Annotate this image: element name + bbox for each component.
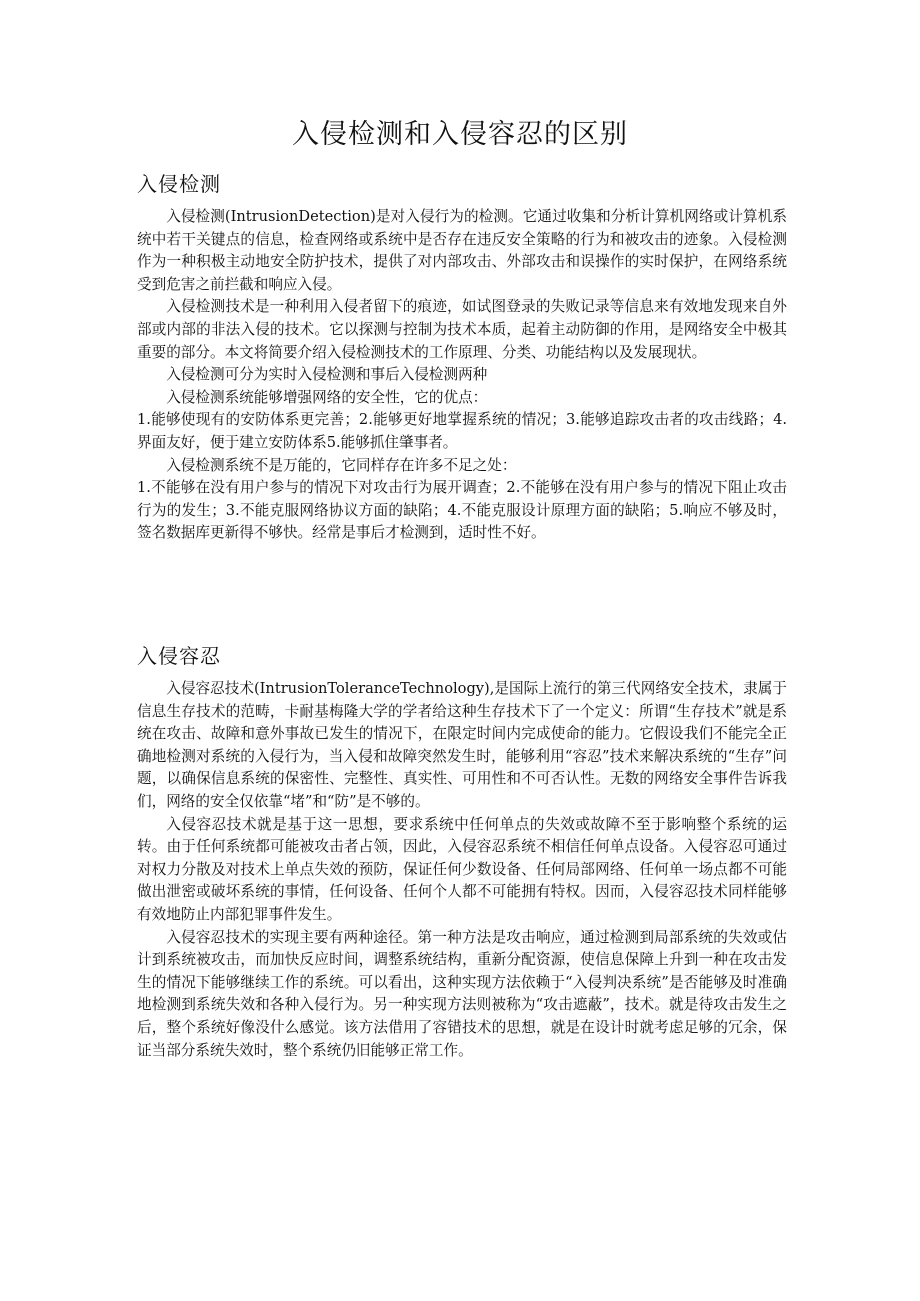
document-title: 入侵检测和入侵容忍的区别 <box>292 119 628 150</box>
paragraph: 入侵容忍技术就是基于这一思想，要求系统中任何单点的失效或故障不至于影响整个系统的运转。由于任何系统都可能被攻击者占领，因此，入侵容忍系统不相信任何单点设备。入侵容忍可通过对权力分散及对技术上单点失效的预防，保证任何少数设备、任何局部网络、任何单一场点都不可能做出泄密或破坏系统的事情，任何设备、任何个人都不可能拥有特权。因而，入侵容忍技术同样能够有效地防止内部犯罪事件发生。 <box>137 815 787 923</box>
section-heading: 入侵检测 <box>137 172 221 196</box>
paragraph: 入侵容忍技术的实现主要有两种途径。第一种方法是攻击响应，通过检测到局部系统的失效或估计到系统被攻击，而加快反应时间，调整系统结构，重新分配资源，使信息保障上升到一种在攻击发生的情况下能够继续工作的系统。可以看出，这种实现方法依赖于“入侵判决系统”是否能够及时准确地检测到系统失效和各种入侵行为。另一种实现方法则被称为“攻击遮蔽”，技术。就是待攻击发生之后，整个系统好像没什么感觉。该方法借用了容错技术的思想，就是在设计时就考虑足够的冗余，保证当部分系统失效时，整个系统仍旧能够正常工作。 <box>137 928 787 1059</box>
section-heading: 入侵容忍 <box>137 644 221 668</box>
advantages-list: 1.能够使现有的安防体系更完善；2.能够更好地掌握系统的情况；3.能够追踪攻击者的攻击线路；4.界面友好，便于建立安防体系5.能够抓住肇事者。 <box>137 411 787 451</box>
paragraph: 入侵检测系统能够增强网络的安全性，它的优点： <box>166 388 488 406</box>
paragraph: 入侵检测技术是一种利用入侵者留下的痕迹，如试图登录的失败记录等信息来有效地发现来自外部或内部的非法入侵的技术。它以探测与控制为技术本质，起着主动防御的作用，是网络安全中极其重要的部分。本文将简要介绍入侵检测技术的工作原理、分类、功能结构以及发展现状。 <box>137 298 787 361</box>
paragraph: 入侵容忍技术(IntrusionToleranceTechnology),是国际上流行的第三代网络安全技术，隶属于信息生存技术的范畴，卡耐基梅隆大学的学者给这种生存技术下了一个定义：所谓“生存技术”就是系统在攻击、故障和意外事故已发生的情况下，在限定时间内完成使命的能力。它假设我们不能完全正确地检测对系统的入侵行为，当入侵和故障突然发生时，能够利用“容忍”技术来解决系统的“生存”问题，以确保信息系统的保密性、完整性、真实性、可用性和不可否认性。无数的网络安全事件告诉我们，网络的安全仅依靠“堵”和“防”是不够的。 <box>137 680 787 810</box>
paragraph: 入侵检测系统不是万能的，它同样存在许多不足之处： <box>166 456 517 474</box>
section-intrusion-tolerance <box>137 642 787 1062</box>
paragraph: 入侵检测可分为实时入侵检测和事后入侵检测两种 <box>166 366 488 384</box>
paragraph: 入侵检测(IntrusionDetection)是对入侵行为的检测。它通过收集和分析计算机网络或计算机系统中若干关键点的信息，检查网络或系统中是否存在违反安全策略的行为和被攻击的迹象。入侵检测作为一种积极主动地安全防护技术，提供了对内部攻击、外部攻击和误操作的实时保护，在网络系统受到危害之前拦截和响应入侵。 <box>137 208 787 293</box>
shortcomings-list: 1.不能够在没有用户参与的情况下对攻击行为展开调查；2.不能够在没有用户参与的情况下阻止攻击行为的发生；3.不能克服网络协议方面的缺陷；4.不能克服设计原理方面的缺陷；5.响应不够及时，签名数据库更新得不够快。经常是事后才检测到，适时性不好。 <box>137 479 787 542</box>
section-intrusion-detection <box>137 170 787 545</box>
